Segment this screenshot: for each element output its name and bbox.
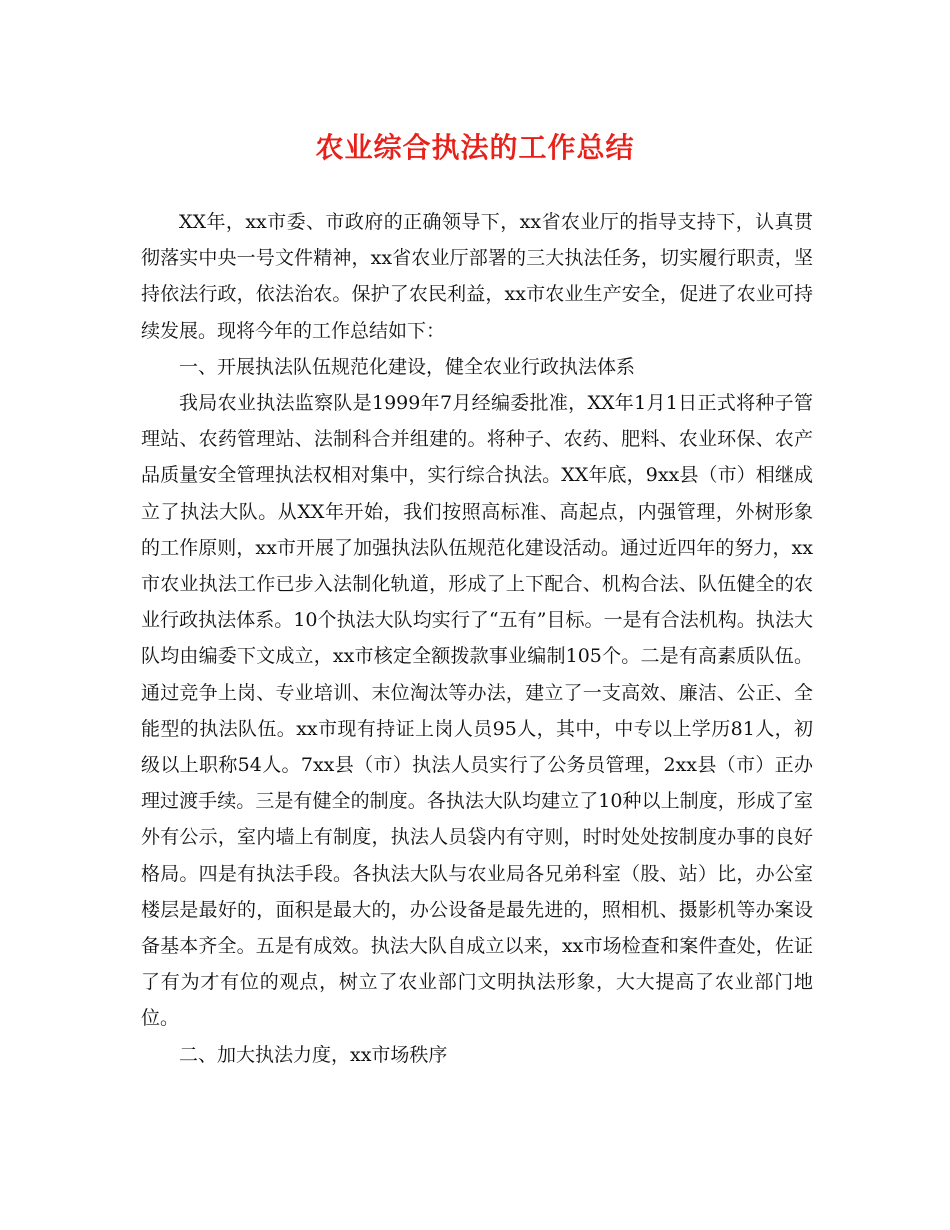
document-body [141, 204, 813, 1073]
paragraph-intro: XX年，xx市委、市政府的正确领导下，xx省农业厅的指导支持下，认真贯彻落实中央一号文件精神，xx省农业厅部署的三大执法任务，切实履行职责，坚持依法行政，依法治农。保护了农民利益，xx市农业生产安全，促进了农业可持续发展。现将今年的工作总结如下： [141, 211, 813, 342]
document-title: 农业综合执法的工作总结 [315, 131, 635, 164]
section-heading-2: 二、加大执法力度，xx市场秩序 [179, 1043, 448, 1066]
paragraph-section-1: 我局农业执法监察队是1999年7月经编委批准，XX年1月1日正式将种子管理站、农药管理站、法制科合并组建的。将种子、农药、肥料、农业环保、农产品质量安全管理执法权相对集中，实行综合执法。XX年底，9xx县（市）相继成立了执法大队。从XX年开始，我们按照高标准、高起点，内强管理，外树形象的工作原则，xx市开展了加强执法队伍规范化建设活动。通过近四年的努力，xx市农业执法工作已步入法制化轨道，形成了上下配合、机构合法、队伍健全的农业行政执法体系。10个执法大队均实行了“五有”目标。一是有合法机构。执法大队均由编委下文成立，xx市核定全额拨款事业编制105个。二是有高素质队伍。通过竞争上岗、专业培训、末位淘汰等办法，建立了一支高效、廉洁、公正、全能型的执法队伍。xx市现有持证上岗人员95人，其中，中专以上学历81人，初级以上职称54人。7xx县（市）执法人员实行了公务员管理，2xx县（市）正办理过渡手续。三是有健全的制度。各执法大队均建立了10种以上制度，形成了室外有公示，室内墙上有制度，执法人员袋内有守则，时时处处按制度办事的良好格局。四是有执法手段。各执法大队与农业局各兄弟科室（股、站）比，办公室楼层是最好的，面积是最大的，办公设备是最先进的，照相机、摄影机等办案设备基本齐全。五是有成效。执法大队自成立以来，xx市场检查和案件查处，佐证了有为才有位的观点，树立了农业部门文明执法形象，大大提高了农业部门地位。 [141, 392, 813, 1030]
section-heading-1: 一、开展执法队伍规范化建设，健全农业行政执法体系 [179, 355, 636, 378]
